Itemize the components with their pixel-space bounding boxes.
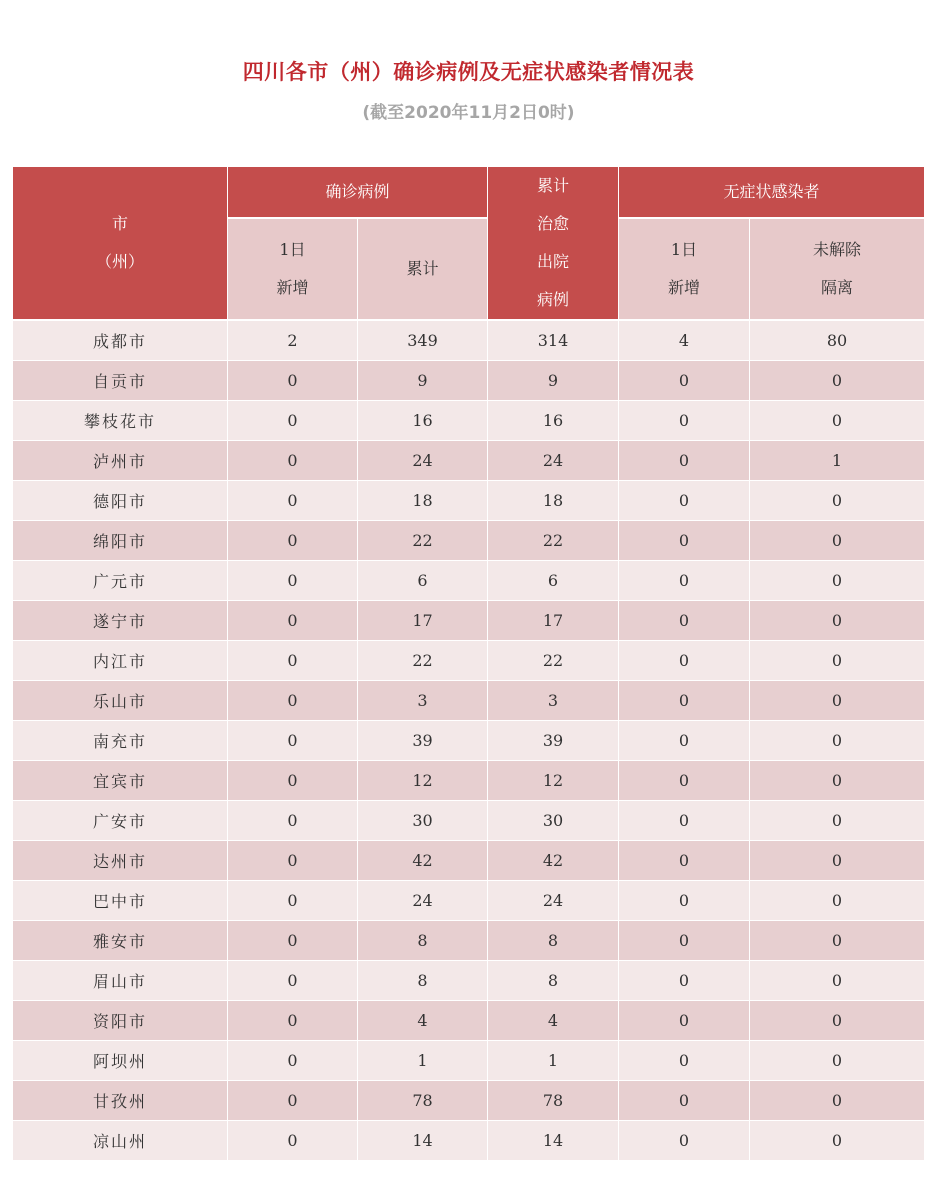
cell-cured: 314 bbox=[488, 321, 619, 361]
table-row bbox=[13, 321, 924, 361]
cell-asym-isolated: 0 bbox=[750, 881, 924, 921]
cell-confirmed-total: 42 bbox=[358, 841, 488, 881]
cell-confirmed-new: 0 bbox=[228, 1001, 358, 1041]
cell-confirmed-new: 0 bbox=[228, 681, 358, 721]
cell-asym-new: 0 bbox=[619, 1041, 750, 1081]
page-title: 四川各市（州）确诊病例及无症状感染者情况表 bbox=[242, 60, 695, 84]
cell-asym-new: 0 bbox=[619, 601, 750, 641]
cell-confirmed-new: 0 bbox=[228, 921, 358, 961]
cell-asym-new: 0 bbox=[619, 1121, 750, 1161]
cell-cured: 78 bbox=[488, 1081, 619, 1121]
table-row bbox=[13, 801, 924, 841]
header-cured: 累计 治愈 出院 病例 bbox=[488, 167, 619, 321]
cell-cured: 30 bbox=[488, 801, 619, 841]
cell-asym-isolated: 0 bbox=[750, 721, 924, 761]
cell-city: 攀枝花市 bbox=[13, 401, 228, 441]
cell-cured: 42 bbox=[488, 841, 619, 881]
cell-asym-new: 4 bbox=[619, 321, 750, 361]
cell-asym-new: 0 bbox=[619, 561, 750, 601]
cell-asym-new: 0 bbox=[619, 641, 750, 681]
cell-asym-new: 0 bbox=[619, 521, 750, 561]
cell-city: 凉山州 bbox=[13, 1121, 228, 1161]
cell-confirmed-new: 0 bbox=[228, 401, 358, 441]
cell-confirmed-total: 24 bbox=[358, 441, 488, 481]
table-header bbox=[13, 167, 924, 321]
cell-city: 内江市 bbox=[13, 641, 228, 681]
table-row bbox=[13, 921, 924, 961]
cell-asym-isolated: 0 bbox=[750, 841, 924, 881]
cell-confirmed-total: 22 bbox=[358, 521, 488, 561]
cell-asym-isolated: 0 bbox=[750, 1121, 924, 1161]
cell-cured: 1 bbox=[488, 1041, 619, 1081]
cell-cured: 12 bbox=[488, 761, 619, 801]
table-row bbox=[13, 641, 924, 681]
cell-asym-new: 0 bbox=[619, 801, 750, 841]
cell-confirmed-total: 8 bbox=[358, 961, 488, 1001]
cell-confirmed-total: 1 bbox=[358, 1041, 488, 1081]
cell-asym-isolated: 0 bbox=[750, 921, 924, 961]
table-row bbox=[13, 961, 924, 1001]
table-row bbox=[13, 561, 924, 601]
cell-asym-new: 0 bbox=[619, 1001, 750, 1041]
cell-asym-new: 0 bbox=[619, 881, 750, 921]
header-city: 市 （州） bbox=[13, 167, 228, 321]
cell-cured: 3 bbox=[488, 681, 619, 721]
cell-asym-new: 0 bbox=[619, 441, 750, 481]
cell-asym-isolated: 0 bbox=[750, 521, 924, 561]
cell-cured: 18 bbox=[488, 481, 619, 521]
cell-city: 甘孜州 bbox=[13, 1081, 228, 1121]
cell-confirmed-new: 0 bbox=[228, 641, 358, 681]
table-row bbox=[13, 721, 924, 761]
table-row bbox=[13, 601, 924, 641]
cell-confirmed-new: 0 bbox=[228, 361, 358, 401]
cell-confirmed-total: 8 bbox=[358, 921, 488, 961]
table-row bbox=[13, 441, 924, 481]
cell-city: 南充市 bbox=[13, 721, 228, 761]
cell-asym-isolated: 0 bbox=[750, 1041, 924, 1081]
header-asymptomatic-group: 无症状感染者 bbox=[619, 167, 924, 219]
cell-confirmed-total: 14 bbox=[358, 1121, 488, 1161]
header-asym-new: 1日 新增 bbox=[619, 219, 750, 321]
cell-asym-isolated: 0 bbox=[750, 801, 924, 841]
cell-cured: 9 bbox=[488, 361, 619, 401]
cell-city: 德阳市 bbox=[13, 481, 228, 521]
header-confirmed-total: 累计 bbox=[358, 219, 488, 321]
cell-asym-isolated: 0 bbox=[750, 401, 924, 441]
cell-confirmed-total: 12 bbox=[358, 761, 488, 801]
cell-asym-isolated: 80 bbox=[750, 321, 924, 361]
cell-confirmed-new: 0 bbox=[228, 521, 358, 561]
cell-city: 自贡市 bbox=[13, 361, 228, 401]
cell-cured: 6 bbox=[488, 561, 619, 601]
cell-cured: 17 bbox=[488, 601, 619, 641]
cell-cured: 8 bbox=[488, 961, 619, 1001]
cell-confirmed-total: 6 bbox=[358, 561, 488, 601]
cell-cured: 24 bbox=[488, 881, 619, 921]
cell-cured: 14 bbox=[488, 1121, 619, 1161]
cell-confirmed-new: 0 bbox=[228, 601, 358, 641]
cell-asym-new: 0 bbox=[619, 841, 750, 881]
cell-asym-isolated: 0 bbox=[750, 761, 924, 801]
cell-asym-new: 0 bbox=[619, 401, 750, 441]
cell-city: 遂宁市 bbox=[13, 601, 228, 641]
cell-cured: 39 bbox=[488, 721, 619, 761]
cell-asym-isolated: 0 bbox=[750, 481, 924, 521]
table-row bbox=[13, 1041, 924, 1081]
cell-city: 巴中市 bbox=[13, 881, 228, 921]
cell-cured: 22 bbox=[488, 641, 619, 681]
cell-confirmed-total: 16 bbox=[358, 401, 488, 441]
cell-asym-new: 0 bbox=[619, 921, 750, 961]
cell-cured: 16 bbox=[488, 401, 619, 441]
cell-city: 眉山市 bbox=[13, 961, 228, 1001]
cell-confirmed-new: 0 bbox=[228, 481, 358, 521]
cell-confirmed-new: 0 bbox=[228, 1041, 358, 1081]
table-row bbox=[13, 521, 924, 561]
cell-city: 成都市 bbox=[13, 321, 228, 361]
cell-asym-isolated: 0 bbox=[750, 1081, 924, 1121]
cell-city: 阿坝州 bbox=[13, 1041, 228, 1081]
cell-asym-new: 0 bbox=[619, 681, 750, 721]
cell-asym-isolated: 0 bbox=[750, 641, 924, 681]
cell-asym-isolated: 0 bbox=[750, 561, 924, 601]
cell-city: 达州市 bbox=[13, 841, 228, 881]
cell-asym-new: 0 bbox=[619, 481, 750, 521]
cell-asym-isolated: 0 bbox=[750, 361, 924, 401]
cell-asym-new: 0 bbox=[619, 761, 750, 801]
header-confirmed-new: 1日 新增 bbox=[228, 219, 358, 321]
cell-city: 乐山市 bbox=[13, 681, 228, 721]
cell-asym-new: 0 bbox=[619, 1081, 750, 1121]
cell-confirmed-total: 3 bbox=[358, 681, 488, 721]
cell-confirmed-new: 0 bbox=[228, 1081, 358, 1121]
table-row bbox=[13, 881, 924, 921]
cell-city: 绵阳市 bbox=[13, 521, 228, 561]
table-row bbox=[13, 761, 924, 801]
cell-confirmed-total: 4 bbox=[358, 1001, 488, 1041]
cell-asym-isolated: 0 bbox=[750, 961, 924, 1001]
table-row bbox=[13, 1001, 924, 1041]
cell-confirmed-new: 0 bbox=[228, 441, 358, 481]
table-row bbox=[13, 481, 924, 521]
cell-confirmed-new: 0 bbox=[228, 761, 358, 801]
table-row bbox=[13, 1121, 924, 1161]
table-body bbox=[13, 321, 924, 1161]
table-row bbox=[13, 1081, 924, 1121]
cell-confirmed-total: 9 bbox=[358, 361, 488, 401]
page-subtitle: (截至2020年11月2日0时) bbox=[362, 103, 575, 123]
cell-confirmed-new: 0 bbox=[228, 801, 358, 841]
cell-confirmed-total: 349 bbox=[358, 321, 488, 361]
cell-confirmed-total: 39 bbox=[358, 721, 488, 761]
cell-confirmed-new: 0 bbox=[228, 561, 358, 601]
cell-asym-new: 0 bbox=[619, 361, 750, 401]
cell-asym-isolated: 0 bbox=[750, 681, 924, 721]
table-row bbox=[13, 841, 924, 881]
cell-confirmed-total: 78 bbox=[358, 1081, 488, 1121]
cell-confirmed-total: 17 bbox=[358, 601, 488, 641]
cell-city: 泸州市 bbox=[13, 441, 228, 481]
cell-city: 广安市 bbox=[13, 801, 228, 841]
cell-asym-new: 0 bbox=[619, 961, 750, 1001]
cell-city: 宜宾市 bbox=[13, 761, 228, 801]
table-row bbox=[13, 681, 924, 721]
cell-cured: 24 bbox=[488, 441, 619, 481]
header-confirmed-group: 确诊病例 bbox=[228, 167, 488, 219]
cell-confirmed-new: 0 bbox=[228, 961, 358, 1001]
cell-confirmed-total: 30 bbox=[358, 801, 488, 841]
table-row bbox=[13, 401, 924, 441]
cell-confirmed-total: 24 bbox=[358, 881, 488, 921]
cell-confirmed-total: 22 bbox=[358, 641, 488, 681]
table-row bbox=[13, 361, 924, 401]
cell-confirmed-new: 0 bbox=[228, 1121, 358, 1161]
cell-city: 广元市 bbox=[13, 561, 228, 601]
cell-asym-isolated: 0 bbox=[750, 1001, 924, 1041]
cell-cured: 8 bbox=[488, 921, 619, 961]
cell-city: 资阳市 bbox=[13, 1001, 228, 1041]
cell-asym-isolated: 0 bbox=[750, 601, 924, 641]
header-asym-isolated: 未解除 隔离 bbox=[750, 219, 924, 321]
cell-confirmed-new: 2 bbox=[228, 321, 358, 361]
cell-asym-isolated: 1 bbox=[750, 441, 924, 481]
cases-table bbox=[13, 167, 924, 1161]
cell-cured: 22 bbox=[488, 521, 619, 561]
cell-cured: 4 bbox=[488, 1001, 619, 1041]
cell-confirmed-total: 18 bbox=[358, 481, 488, 521]
cell-asym-new: 0 bbox=[619, 721, 750, 761]
cell-confirmed-new: 0 bbox=[228, 881, 358, 921]
cell-confirmed-new: 0 bbox=[228, 721, 358, 761]
cell-confirmed-new: 0 bbox=[228, 841, 358, 881]
cell-city: 雅安市 bbox=[13, 921, 228, 961]
